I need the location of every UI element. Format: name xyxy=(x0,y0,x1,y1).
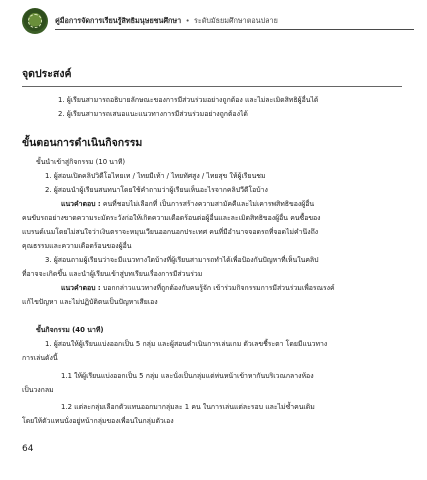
objective-item-1: 1. ผู้เรียนสามารถอธิบายลักษณะของการมีส่วนร่วมอย่างถูกต้อง และไม่ละเมิดสิทธิผู้อื่นได้ xyxy=(58,96,319,104)
activity-step-1-1: 1.1 ให้ผู้เรียนแบ่งออกเป็น 5 กลุ่ม และนั่งเป็นกลุ่มแต่ห่นหน้าเข้าหากันบริเวณกลางห้อง xyxy=(61,372,314,380)
intro-step-2: 2. ผู้สอนนำผู้เรียนสนทนาโดยใช้คำถามว่าผู้เรียนเห็นอะไรจากคลิปวีดีโอบ้าง xyxy=(45,186,268,194)
guide-answer-2 xyxy=(61,284,335,293)
guide-answer-label: แนวคำตอบ : xyxy=(61,284,101,292)
steps-heading: ขั้นตอนการดำเนินกิจกรรม xyxy=(22,137,143,149)
objectives-rule xyxy=(22,86,402,87)
intro-step-3-line-2: ที่อาจจะเกิดขึ้น และนำผู้เรียนเข้าสู่บทเรียนเรื่องการมีส่วนร่วม xyxy=(22,270,203,278)
activity-step-1: 1. ผู้สอนให้ผู้เรียนแบ่งออกเป็น 5 กลุ่ม และผู้สอนดำเนินการเล่นเกม ตัวเลขชี้ระตา โดยมีแนวทาง xyxy=(45,340,328,348)
activity-heading: ขั้นกิจกรรม (40 นาที) xyxy=(36,326,104,334)
page-number: 64 xyxy=(22,444,34,454)
intro-step-3: 3. ผู้สอนถามผู้เรียนว่าจะมีแนวทางใดบ้างที่ผู้เรียนสามารถทำได้เพื่อป้องกันปัญหาที่เห็นในคลิป xyxy=(45,256,319,264)
intro-step-1: 1. ผู้สอนเปิดคลิปวิดีโอไทยเท / ไทยมีเท้า / ไทยทัศสูง / ไทยสุข ให้ผู้เรียนชม xyxy=(45,172,266,180)
guide-answer-text: บอกกล่าวแนวทางที่ถูกต้องกับคนรู้จัก เข้าร่วมกิจกรรมการมีส่วนร่วมเพื่อรณรงค์ xyxy=(100,284,335,292)
guide-answer-1-line-4: คุณธรรมและความเดือดร้อนของผู้อื่น xyxy=(22,242,132,250)
header-title: คู่มือการจัดการเรียนรู้สิทธิมนุษยชนศึกษา xyxy=(55,16,182,25)
objectives-heading: จุดประสงค์ xyxy=(22,68,72,80)
guide-answer-1-line-2: คนขับรถอย่างขาดความระมัดระวังก่อให้เกิดความเดือดร้อนต่อผู้อื่นและละเมิดสิทธิของผู้อื่น คนซื้อของ xyxy=(22,214,321,222)
activity-step-1-2-line-2: โดยให้ตัวแทนนั่งอยู่หน้ากลุ่มของเพื่อนในกลุ่มตัวเอง xyxy=(22,417,174,425)
header-rule xyxy=(55,29,414,30)
page-header xyxy=(22,8,414,34)
guide-answer-1-line-3: แบรนด์เนมโดยไม่สนใจว่าเงินตราจะหมุนเวียนออกนอกประเทศ คนที่มีอำนาจจอดรถที่จอดไม่คำนึงถึง xyxy=(22,228,319,236)
guide-answer-2-line-2: แก้ไขปัญหา และไม่ปฏิบัติตนเป็นปัญหาเสียเอง xyxy=(22,298,158,306)
guide-answer-1 xyxy=(61,200,314,209)
header-subtitle: ระดับมัธยมศึกษาตอนปลาย xyxy=(193,16,278,25)
objective-item-2: 2. ผู้เรียนสามารถเสนอแนะแนวทางการมีส่วนร่วมอย่างถูกต้องได้ xyxy=(58,110,248,118)
activity-step-1-1-line-2: เป็นวงกลม xyxy=(22,386,54,394)
emblem-logo xyxy=(22,8,48,34)
header-text xyxy=(55,16,278,27)
intro-heading: ขั้นนำเข้าสู่กิจกรรม (10 นาที) xyxy=(36,158,126,166)
activity-step-1-line-2: การเล่นดังนี้ xyxy=(22,354,58,362)
guide-answer-label: แนวคำตอบ : xyxy=(61,200,101,208)
activity-step-1-2: 1.2 แต่ละกลุ่มเลือกตัวแทนออกมากลุ่มละ 1 คน ในการเล่นแต่ละรอบ และไม่ซ้ำคนเดิม xyxy=(61,403,315,411)
guide-answer-text: คนที่ชอบไม่เลือกที่ เป็นการสร้างความสามัคคีและไม่เคารพสิทธิของผู้อื่น xyxy=(100,200,315,208)
header-separator: • xyxy=(185,16,190,25)
